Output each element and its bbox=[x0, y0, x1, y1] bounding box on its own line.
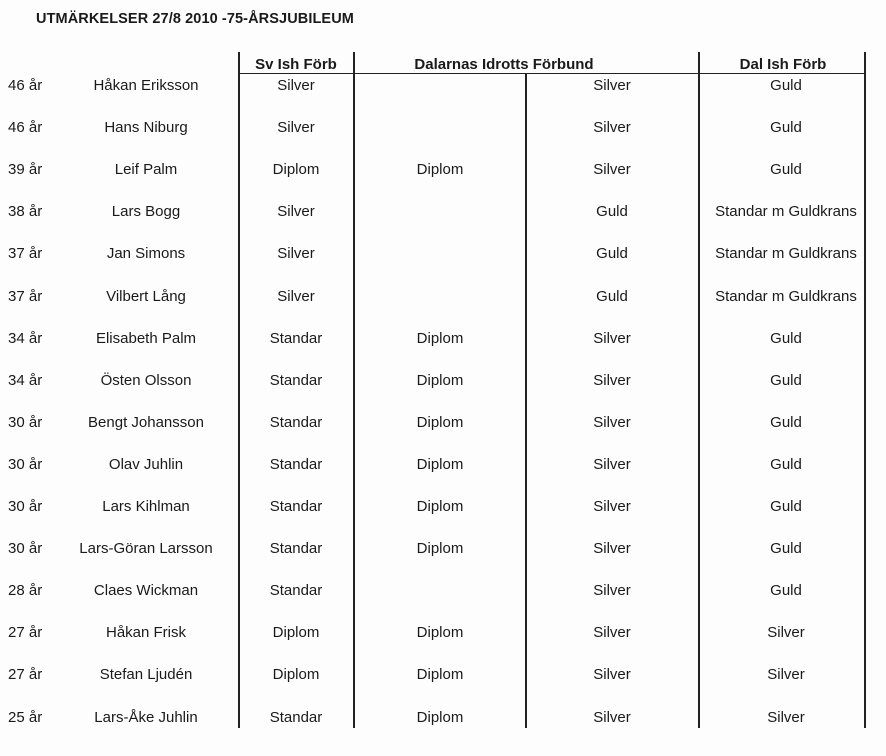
dalarnas-diplom-cell: Diplom bbox=[416, 708, 464, 726]
years-cell: 37 år bbox=[8, 287, 43, 305]
sv-ish-forb-cell: Standar bbox=[269, 371, 323, 389]
dalarnas-medal-cell: Silver bbox=[593, 371, 631, 389]
name-cell: Bengt Johansson bbox=[88, 413, 204, 431]
dalarnas-medal-cell: Silver bbox=[593, 624, 631, 642]
years-cell: 27 år bbox=[8, 624, 43, 642]
sv-ish-forb-cell: Silver bbox=[277, 245, 315, 263]
dalarnas-medal-cell: Silver bbox=[593, 161, 631, 179]
dalarnas-medal-cell: Silver bbox=[593, 119, 631, 137]
dalarnas-diplom-cell: Diplom bbox=[416, 371, 464, 389]
dalarnas-diplom-cell: Diplom bbox=[416, 666, 464, 684]
years-cell: 38 år bbox=[8, 203, 43, 221]
header-dalarnas-idrotts-forbund: Dalarnas Idrotts Förbund bbox=[414, 56, 594, 73]
dalarnas-diplom-cell: Diplom bbox=[416, 161, 464, 179]
years-cell: 46 år bbox=[8, 119, 43, 137]
years-cell: 30 år bbox=[8, 455, 43, 473]
years-cell: 34 år bbox=[8, 371, 43, 389]
sv-ish-forb-cell: Standar bbox=[269, 413, 323, 431]
name-cell: Stefan Ljudén bbox=[99, 666, 193, 684]
dalarnas-diplom-cell: Diplom bbox=[416, 498, 464, 515]
name-cell: Olav Juhlin bbox=[108, 455, 184, 473]
name-cell: Hans Niburg bbox=[104, 119, 188, 137]
dal-ish-forb-cell: Guld bbox=[770, 77, 802, 94]
years-cell: 27 år bbox=[8, 666, 43, 684]
dalarnas-medal-cell: Silver bbox=[593, 498, 631, 515]
name-cell: Håkan Frisk bbox=[105, 624, 187, 642]
dalarnas-medal-cell: Silver bbox=[593, 413, 631, 431]
name-cell: Vilbert Lång bbox=[106, 287, 186, 305]
dal-ish-forb-cell: Standar m Guldkrans bbox=[715, 245, 857, 263]
dalarnas-medal-cell: Silver bbox=[593, 329, 631, 347]
name-cell: Lars Kihlman bbox=[102, 498, 190, 515]
dalarnas-diplom-cell: Diplom bbox=[416, 540, 464, 558]
dalarnas-medal-cell: Guld bbox=[596, 287, 628, 305]
sv-ish-forb-cell: Silver bbox=[277, 203, 315, 221]
dalarnas-medal-cell: Silver bbox=[593, 708, 631, 726]
dalarnas-diplom-cell: Diplom bbox=[416, 455, 464, 473]
dalarnas-diplom-cell: Diplom bbox=[416, 624, 464, 642]
sv-ish-forb-cell: Diplom bbox=[272, 666, 320, 684]
name-cell: Elisabeth Palm bbox=[95, 329, 197, 347]
dalarnas-medal-cell: Silver bbox=[593, 666, 631, 684]
years-cell: 30 år bbox=[8, 540, 43, 558]
name-cell: Lars-Göran Larsson bbox=[79, 540, 213, 558]
column-divider-right bbox=[864, 52, 866, 728]
years-cell: 34 år bbox=[8, 329, 43, 347]
dal-ish-forb-cell: Guld bbox=[770, 540, 802, 558]
dal-ish-forb-cell: Guld bbox=[770, 161, 802, 179]
name-cell: Håkan Eriksson bbox=[93, 77, 199, 94]
dal-ish-forb-cell: Silver bbox=[767, 624, 805, 642]
dal-ish-forb-cell: Guld bbox=[770, 455, 802, 473]
years-cell: 30 år bbox=[8, 413, 43, 431]
page-title: UTMÄRKELSER 27/8 2010 -75-ÅRSJUBILEUM bbox=[36, 11, 354, 27]
dal-ish-forb-cell: Standar m Guldkrans bbox=[715, 203, 857, 221]
years-cell: 37 år bbox=[8, 245, 43, 263]
sv-ish-forb-cell: Diplom bbox=[272, 161, 320, 179]
dal-ish-forb-cell: Guld bbox=[770, 413, 802, 431]
dal-ish-forb-cell: Guld bbox=[770, 498, 802, 515]
header-dal-ish-forb: Dal Ish Förb bbox=[739, 56, 827, 73]
dal-ish-forb-cell: Standar m Guldkrans bbox=[715, 287, 857, 305]
dal-ish-forb-cell: Silver bbox=[767, 708, 805, 726]
column-divider-sv bbox=[238, 52, 240, 728]
dalarnas-medal-cell: Silver bbox=[593, 455, 631, 473]
years-cell: 28 år bbox=[8, 582, 43, 600]
sv-ish-forb-cell: Standar bbox=[269, 455, 323, 473]
sv-ish-forb-cell: Standar bbox=[269, 329, 323, 347]
sv-ish-forb-cell: Silver bbox=[277, 119, 315, 137]
dal-ish-forb-cell: Guld bbox=[770, 119, 802, 137]
years-cell: 25 år bbox=[8, 708, 43, 726]
name-cell: Lars-Åke Juhlin bbox=[94, 708, 198, 726]
sv-ish-forb-cell: Standar bbox=[269, 498, 323, 515]
name-cell: Leif Palm bbox=[114, 161, 178, 179]
column-divider-dalarnas bbox=[353, 52, 355, 728]
dalarnas-medal-cell: Silver bbox=[593, 540, 631, 558]
dal-ish-forb-cell: Guld bbox=[770, 329, 802, 347]
dal-ish-forb-cell: Silver bbox=[767, 666, 805, 684]
dal-ish-forb-cell: Guld bbox=[770, 582, 802, 600]
years-cell: 30 år bbox=[8, 498, 43, 515]
dal-ish-forb-cell: Guld bbox=[770, 371, 802, 389]
name-cell: Lars Bogg bbox=[111, 203, 181, 221]
name-cell: Östen Olsson bbox=[100, 371, 192, 389]
years-cell: 46 år bbox=[8, 77, 43, 94]
dalarnas-diplom-cell: Diplom bbox=[416, 413, 464, 431]
sv-ish-forb-cell: Diplom bbox=[272, 624, 320, 642]
dalarnas-diplom-cell: Diplom bbox=[416, 329, 464, 347]
column-divider-dif-sub bbox=[525, 74, 527, 728]
name-cell: Claes Wickman bbox=[93, 582, 199, 600]
dalarnas-medal-cell: Silver bbox=[593, 582, 631, 600]
dalarnas-medal-cell: Guld bbox=[596, 203, 628, 221]
sv-ish-forb-cell: Standar bbox=[269, 582, 323, 600]
dalarnas-medal-cell: Silver bbox=[593, 77, 631, 94]
sv-ish-forb-cell: Silver bbox=[277, 287, 315, 305]
name-cell: Jan Simons bbox=[106, 245, 186, 263]
dalarnas-medal-cell: Guld bbox=[596, 245, 628, 263]
sv-ish-forb-cell: Standar bbox=[269, 708, 323, 726]
column-divider-dal bbox=[698, 52, 700, 728]
years-cell: 39 år bbox=[8, 161, 43, 179]
sv-ish-forb-cell: Standar bbox=[269, 540, 323, 558]
sv-ish-forb-cell: Silver bbox=[277, 77, 315, 94]
header-sv-ish-forb: Sv Ish Förb bbox=[255, 56, 337, 73]
